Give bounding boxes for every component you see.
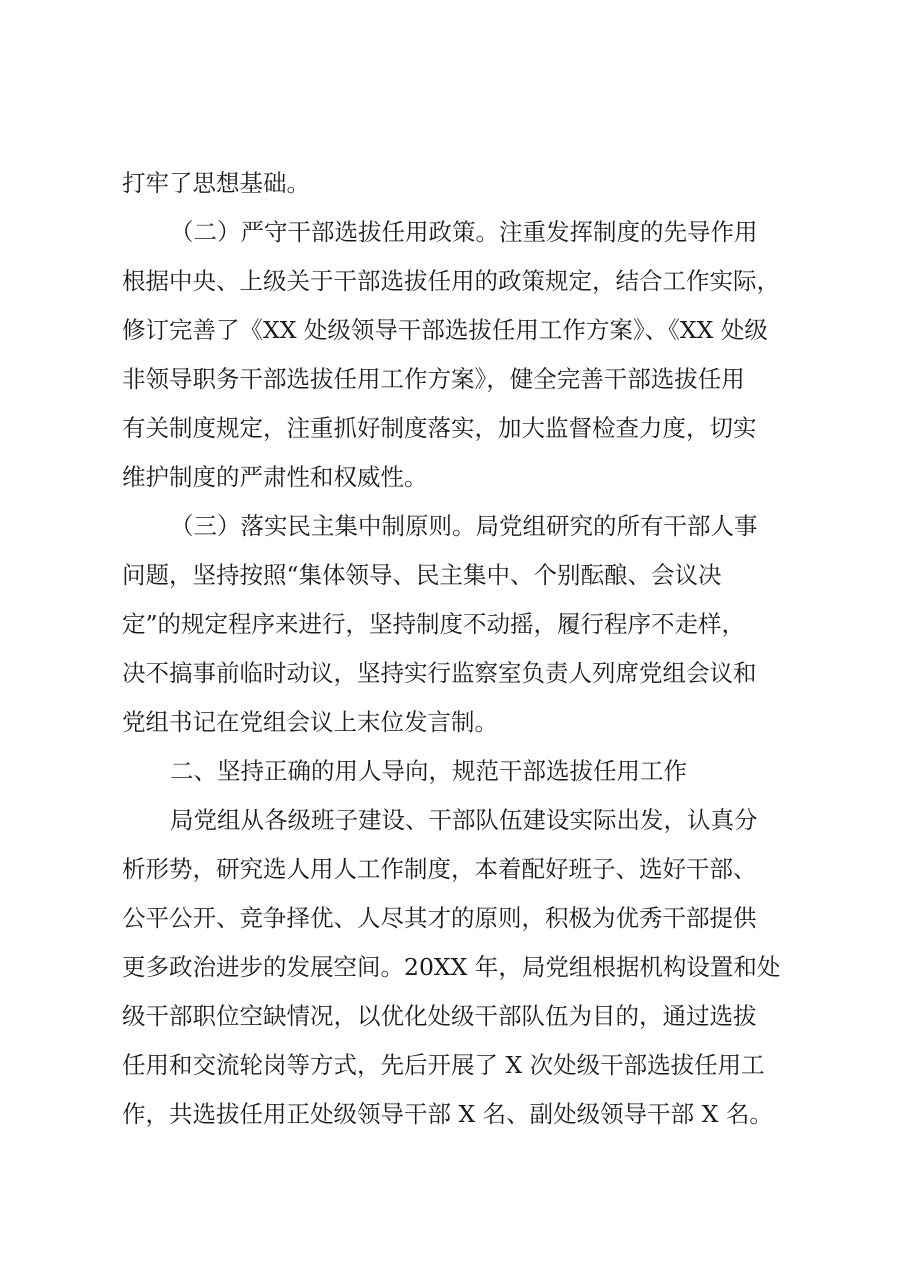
- paragraph-line: 定”的规定程序来进行，坚持制度不动摇，履行程序不走样，: [122, 610, 746, 638]
- paragraph-line: 根据中央、上级关于干部选拔任用的政策规定，结合工作实际，: [122, 267, 780, 295]
- paragraph-line: 打牢了思想基础。: [122, 169, 310, 197]
- paragraph-line: （二）严守干部选拔任用政策。注重发挥制度的先导作用: [170, 218, 758, 246]
- paragraph-line: 作，共选拔任用正处级领导干部 X 名、副处级领导干部 X 名。: [122, 1100, 773, 1128]
- paragraph-line: 党组书记在党组会议上末位发言制。: [122, 708, 498, 736]
- paragraph-line: 问题，坚持按照“集体领导、民主集中、个别酝酿、会议决: [122, 561, 722, 589]
- paragraph-line: 修订完善了《XX 处级领导干部选拔任用工作方案》、《XX 处级: [122, 316, 768, 344]
- paragraph-line: 有关制度规定，注重抓好制度落实，加大监督检查力度，切实: [122, 414, 757, 442]
- paragraph-line: 析形势，研究选人用人工作制度，本着配好班子、选好干部、: [122, 855, 757, 883]
- paragraph-line: 维护制度的严肃性和权威性。: [122, 463, 428, 491]
- paragraph-line: 局党组从各级班子建设、干部队伍建设实际出发，认真分: [170, 806, 758, 834]
- paragraph-line: 决不搞事前临时动议，坚持实行监察室负责人列席党组会议和: [122, 659, 757, 687]
- paragraph-line: 公平公开、竞争择优、人尽其才的原则，积极为优秀干部提供: [122, 904, 757, 932]
- paragraph-line: （三）落实民主集中制原则。局党组研究的所有干部人事: [170, 512, 758, 540]
- section-heading: 二、坚持正确的用人导向，规范干部选拔任用工作: [170, 757, 687, 785]
- paragraph-line: 级干部职位空缺情况，以优化处级干部队伍为目的，通过选拔: [122, 1002, 757, 1030]
- paragraph-line: 任用和交流轮岗等方式，先后开展了 X 次处级干部选拔任用工: [122, 1051, 765, 1079]
- paragraph-line: 更多政治进步的发展空间。20XX 年，局党组根据机构设置和处: [122, 953, 781, 981]
- paragraph-line: 非领导职务干部选拔任用工作方案》，健全完善干部选拔任用: [122, 365, 745, 393]
